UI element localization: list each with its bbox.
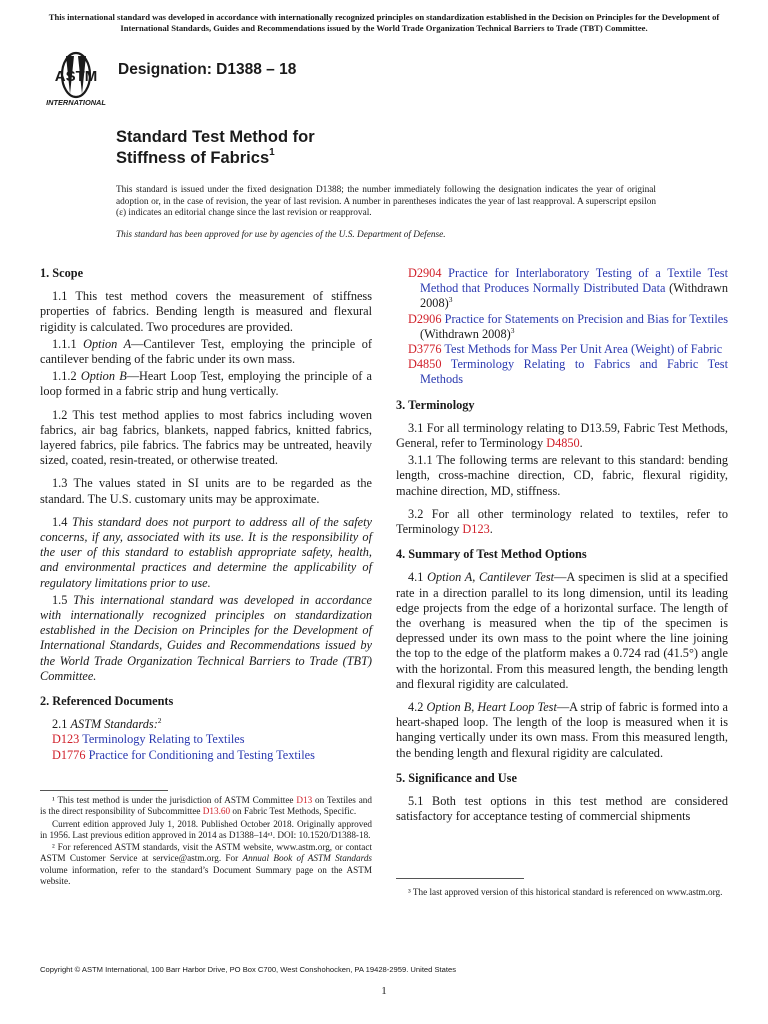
ref-inline-link[interactable]: D123: [462, 522, 490, 537]
title-footnote-mark: 1: [269, 146, 275, 158]
ref-inline-link[interactable]: D4850: [546, 436, 580, 451]
footnote-2: ² For referenced ASTM standards, visit the ASTM website, www.astm.org, or contact ASTM Customer Service at service@astm.org. For Annual Book of ASTM Standards volume information, refer to the standard’s Document Summary page on the ASTM website.: [40, 842, 372, 887]
right-column: [396, 266, 728, 825]
para-1-1-2: 1.1.2 Option B—Heart Loop Test, employing the principle of a loop formed in a fabric strip and hung vertically.: [40, 369, 372, 399]
para-5-1: 5.1 Both test options in this test method are considered satisfactory for acceptance testing of commercial shipments: [396, 794, 728, 824]
page-number: 1: [381, 985, 387, 997]
section-4-heading: 4. Summary of Test Method Options: [396, 547, 587, 562]
ref-title-link[interactable]: Test Methods for Mass Per Unit Area (Weight) of Fabric: [444, 342, 723, 357]
astm-logo: [40, 50, 112, 108]
ref-item: D2904 Practice for Interlaboratory Testing of a Textile Test Method that Produces Normally Distributed Data (Withdrawn 2008)$^3$: [408, 266, 728, 311]
title-line2: [116, 148, 315, 169]
footnote-rule-left: [40, 790, 168, 791]
para-1-3: 1.3 The values stated in SI units are to be regarded as the standard. The U.S. customary units may be approximate.: [40, 476, 372, 506]
ref-code-link[interactable]: D1776: [52, 747, 86, 762]
ref-code-link[interactable]: D4850: [408, 357, 442, 372]
para-1-1: 1.1 This test method covers the measurement of stiffness properties of fabrics. Bending length is measured and flexural rigidity is calculated. Two procedures are provided.: [40, 289, 372, 334]
section-2-heading: 2. Referenced Documents: [40, 694, 174, 709]
para-1-1-1: 1.1.1 Option A—Cantilever Test, employing the principle of cantilever bending of the fabric under its own mass.: [40, 336, 372, 367]
ref-code-link[interactable]: D2906: [408, 311, 442, 326]
title-line2-text: Stiffness of Fabrics: [116, 149, 270, 167]
para-3-2: 3.2 For all other terminology related to textiles, refer to Terminology D123.: [396, 506, 728, 537]
designation-revision: – 18: [261, 61, 297, 78]
para-1-5: 1.5 This international standard was developed in accordance with internationally recognized principles on standardization established in the Decision on Principles for the Development of International Standards, Guides and Recommendations issued by the World Trade Organization Technical Barriers to Trade (TBT) Committee.: [40, 592, 372, 683]
ref-code-link[interactable]: D2904: [408, 266, 442, 280]
footnote-1: ¹ This test method is under the jurisdiction of ASTM Committee D13 on Textiles and is the direct responsibility of Subcommittee D13.60 on Fabric Test Methods, Specific.: [40, 795, 372, 817]
section-3-heading: 3. Terminology: [396, 397, 475, 412]
designation: [118, 61, 296, 79]
dod-approval-notice: This standard has been approved for use by agencies of the U.S. Department of Defense.: [116, 230, 446, 240]
committee-link[interactable]: D13: [296, 795, 313, 805]
para-1-2: 1.2 This test method applies to most fabrics including woven fabrics, air bag fabrics, blankets, napped fabrics, knitted fabrics, layered fabrics, pile fabrics. The fabrics may be untreated, heavily sized, coated, resin-treated, or otherwise treated.: [40, 407, 372, 468]
para-2-1: 2.1 ASTM Standards:$^2$: [52, 716, 162, 732]
footnote-1-edition: Current edition approved July 1, 2018. Published October 2018. Originally approved in 1956. Last previous edition approved in 2014 as D1388–14ᵉ¹. DOI: 10.1520/D1388-18.: [40, 818, 372, 840]
para-1-4: 1.4 This standard does not purport to address all of the safety concerns, if any, associated with its use. It is the responsibility of the user of this standard to establish appropriate safety, health, and environmental practices and determine the applicability of regulatory limitations prior to use.: [40, 514, 372, 590]
footnote-3: ³ The last approved version of this historical standard is referenced on www.astm.org.: [408, 887, 723, 897]
para-3-1-1: 3.1.1 The following terms are relevant to this standard: bending length, cross-machine direction, CD, fabric, flexural rigidity, machine direction, MD, stiffness.: [396, 453, 728, 498]
designation-label: Designation: D1388: [118, 61, 262, 78]
ref-item: [408, 357, 728, 387]
subcommittee-link[interactable]: D13.60: [202, 806, 231, 817]
para-3-1: 3.1 For all terminology relating to D13.59, Fabric Test Methods, General, refer to Terminology D4850.: [396, 420, 728, 451]
ref-item: [52, 732, 372, 747]
top-note: This international standard was developed in accordance with internationally recognized principles on standardization established in the Decision on Principles for the Development of International Standards, Guides and Recommendations issued by the World Trade Organization Technical Barriers to Trade (TBT) Committee.: [48, 12, 720, 33]
ref-code-link[interactable]: D3776: [408, 342, 442, 357]
logo-subtext: INTERNATIONAL: [46, 98, 106, 107]
ref-title-link[interactable]: Practice for Conditioning and Testing Textiles: [88, 747, 315, 762]
left-column: [40, 266, 372, 763]
para-4-2: 4.2 Option B, Heart Loop Test—A strip of fabric is formed into a heart-shaped loop. The length of the loop is measured when it is hanging vertically under its own mass. From this measured length, the bending length and flexural rigidity are calculated.: [396, 700, 728, 760]
ref-title-link[interactable]: Practice for Interlaboratory Testing of a Textile Test Method that Produces Normally Distributed Data: [420, 266, 728, 296]
footnotes-right: [396, 887, 728, 898]
footnotes-left: [40, 795, 372, 887]
para-4-1: 4.1 Option A, Cantilever Test—A specimen is slid at a specified rate in a direction parallel to its long dimension, until its leading edge projects from the edge of a horizontal surface. The length of the overhang is measured when the tip of the specimen is depressed under its own mass to the point where the line joining the top to the edge of the platform makes a 0.724 rad (41.5°) angle with the horizontal. From this measured length, the bending length and flexural rigidity are calculated.: [396, 570, 728, 691]
section-5-heading: 5. Significance and Use: [396, 770, 517, 785]
footnote-rule-right: [396, 878, 524, 879]
ref-code-link[interactable]: D123: [52, 732, 80, 747]
ref-item: [52, 748, 372, 763]
copyright-line: Copyright © ASTM International, 100 Barr Harbor Drive, PO Box C700, West Conshohocken, PA 19428-2959. United States: [40, 965, 457, 974]
ref-list-left: [40, 732, 372, 762]
logo-text: ASTM: [54, 68, 98, 85]
issuance-notice: This standard is issued under the fixed designation D1388; the number immediately following the designation indicates the year of original adoption or, in the case of revision, the year of last revision. A number in parentheses indicates the year of last reapproval. A superscript epsilon (ε) indicates an editorial change since the last revision or reapproval.: [116, 185, 656, 219]
ref-title-link[interactable]: Practice for Statements on Precision and Bias for Textiles: [444, 311, 728, 326]
title-line1: Standard Test Method for: [116, 128, 315, 146]
ref-title-link[interactable]: Terminology Relating to Fabrics and Fabric Test Methods: [420, 357, 728, 387]
ref-item: [408, 342, 728, 357]
document-title: [116, 127, 315, 169]
ref-title-link[interactable]: Terminology Relating to Textiles: [82, 732, 245, 747]
ref-item: D2906 Practice for Statements on Precision and Bias for Textiles (Withdrawn 2008)$^3$: [408, 311, 728, 341]
section-1-heading: 1. Scope: [40, 266, 84, 280]
